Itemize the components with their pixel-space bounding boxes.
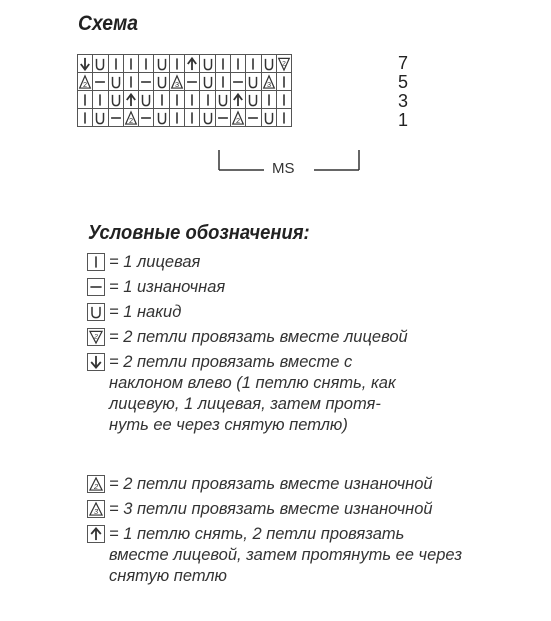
chart-grid — [77, 54, 292, 127]
svg-text:3: 3 — [93, 506, 99, 516]
svg-text:3: 3 — [174, 79, 179, 89]
knit-icon — [276, 91, 291, 109]
knit-icon — [93, 91, 108, 109]
chart-row-5 — [78, 73, 292, 91]
yarn-over-icon — [215, 91, 230, 109]
chart-row-1 — [78, 109, 292, 127]
knit-icon — [200, 91, 215, 109]
knit-icon — [78, 109, 93, 127]
p3tog-icon — [169, 73, 184, 91]
sk2p-icon — [87, 525, 105, 543]
yarn-over-icon — [200, 109, 215, 127]
knitting-chart — [77, 54, 292, 127]
purl-icon — [87, 278, 105, 296]
yarn-over-icon — [200, 73, 215, 91]
svg-text:2: 2 — [128, 115, 134, 125]
purl-icon — [93, 73, 108, 91]
purl-icon — [139, 73, 154, 91]
purl-icon — [139, 109, 154, 127]
legend-item — [87, 474, 527, 499]
yarn-over-icon — [108, 73, 123, 91]
knit-icon — [276, 109, 291, 127]
legend-item — [87, 524, 527, 587]
chart-title: Схема — [78, 12, 139, 35]
knit-icon — [215, 55, 230, 73]
legend-text: = 1 петлю снять, 2 петли провязать вместе лицевой, затем протянуть ее через снятую петлю — [109, 525, 463, 585]
k2tog-icon — [87, 328, 105, 346]
purl-icon — [185, 73, 200, 91]
knit-icon — [169, 55, 184, 73]
yarn-over-icon — [246, 73, 261, 91]
yarn-over-icon — [154, 55, 169, 73]
purl-icon — [246, 109, 261, 127]
knit-icon — [185, 91, 200, 109]
p3tog-icon — [261, 73, 276, 91]
legend-item — [87, 327, 527, 352]
knit-icon — [123, 73, 138, 91]
svg-text:2: 2 — [93, 481, 99, 491]
purl-icon — [230, 73, 245, 91]
yarn-over-icon — [108, 91, 123, 109]
yarn-over-icon — [200, 55, 215, 73]
svg-text:2: 2 — [282, 59, 286, 67]
yarn-over-icon — [93, 55, 108, 73]
yarn-over-icon — [261, 109, 276, 127]
repeat-label: MS — [272, 160, 295, 177]
legend-item — [87, 499, 527, 524]
yarn-over-icon — [154, 73, 169, 91]
knit-icon — [139, 55, 154, 73]
svg-text:2: 2 — [236, 115, 241, 125]
knit-icon — [276, 73, 291, 91]
legend-text: = 3 петли провязать вместе изнаночной — [109, 500, 433, 518]
legend-text: = 2 петли провязать вместе лицевой — [109, 328, 408, 346]
knit-icon — [169, 91, 184, 109]
sk2p-icon — [123, 91, 138, 109]
row-number: 3 — [398, 91, 409, 111]
legend-text: = 1 лицевая — [109, 253, 201, 271]
yarn-over-icon — [261, 55, 276, 73]
sk2p-icon — [230, 91, 245, 109]
yarn-over-icon — [93, 109, 108, 127]
legend-item — [87, 277, 527, 302]
legend-item — [87, 352, 527, 436]
legend-text: = 2 петли провязать вместе изнаночной — [109, 475, 433, 493]
k2tog-icon — [276, 55, 291, 73]
row-number: 1 — [398, 110, 409, 130]
knit-icon — [87, 253, 105, 271]
row-number: 5 — [398, 72, 409, 92]
p2tog-icon — [123, 109, 138, 127]
knit-icon — [154, 91, 169, 109]
purl-icon — [108, 109, 123, 127]
p3tog-icon — [87, 500, 105, 518]
svg-text:2: 2 — [94, 333, 98, 341]
k2tog-left-icon — [87, 353, 105, 371]
legend-item — [87, 252, 527, 277]
yarn-over-icon — [87, 303, 105, 321]
knit-icon — [185, 109, 200, 127]
row-number: 7 — [398, 53, 409, 73]
legend-title: Условные обозначения: — [88, 222, 310, 244]
legend-item — [87, 302, 527, 327]
p2tog-icon — [230, 109, 245, 127]
knit-icon — [246, 55, 261, 73]
legend — [87, 252, 527, 591]
yarn-over-icon — [246, 91, 261, 109]
svg-text:2: 2 — [83, 79, 88, 89]
knit-icon — [230, 55, 245, 73]
k2tog-left-icon — [78, 55, 93, 73]
knit-icon — [169, 109, 184, 127]
p2tog-icon — [78, 73, 93, 91]
legend-text: = 2 петли провязать вместе с наклоном влево (1 петлю снять, как лицевую, 1 лицевая, затем протя- нуть ее через снятую петлю) — [109, 353, 396, 434]
knit-icon — [123, 55, 138, 73]
knit-icon — [215, 73, 230, 91]
knit-icon — [78, 91, 93, 109]
row-numbers — [398, 54, 408, 130]
chart-row-3 — [78, 91, 292, 109]
svg-text:3: 3 — [266, 79, 271, 89]
yarn-over-icon — [139, 91, 154, 109]
chart-row-7 — [78, 55, 292, 73]
purl-icon — [215, 109, 230, 127]
sk2p-icon — [185, 55, 200, 73]
p2tog-icon — [87, 475, 105, 493]
legend-text: = 1 изнаночная — [109, 278, 226, 296]
knit-icon — [108, 55, 123, 73]
yarn-over-icon — [154, 109, 169, 127]
legend-text: = 1 накид — [109, 303, 182, 321]
knit-icon — [261, 91, 276, 109]
